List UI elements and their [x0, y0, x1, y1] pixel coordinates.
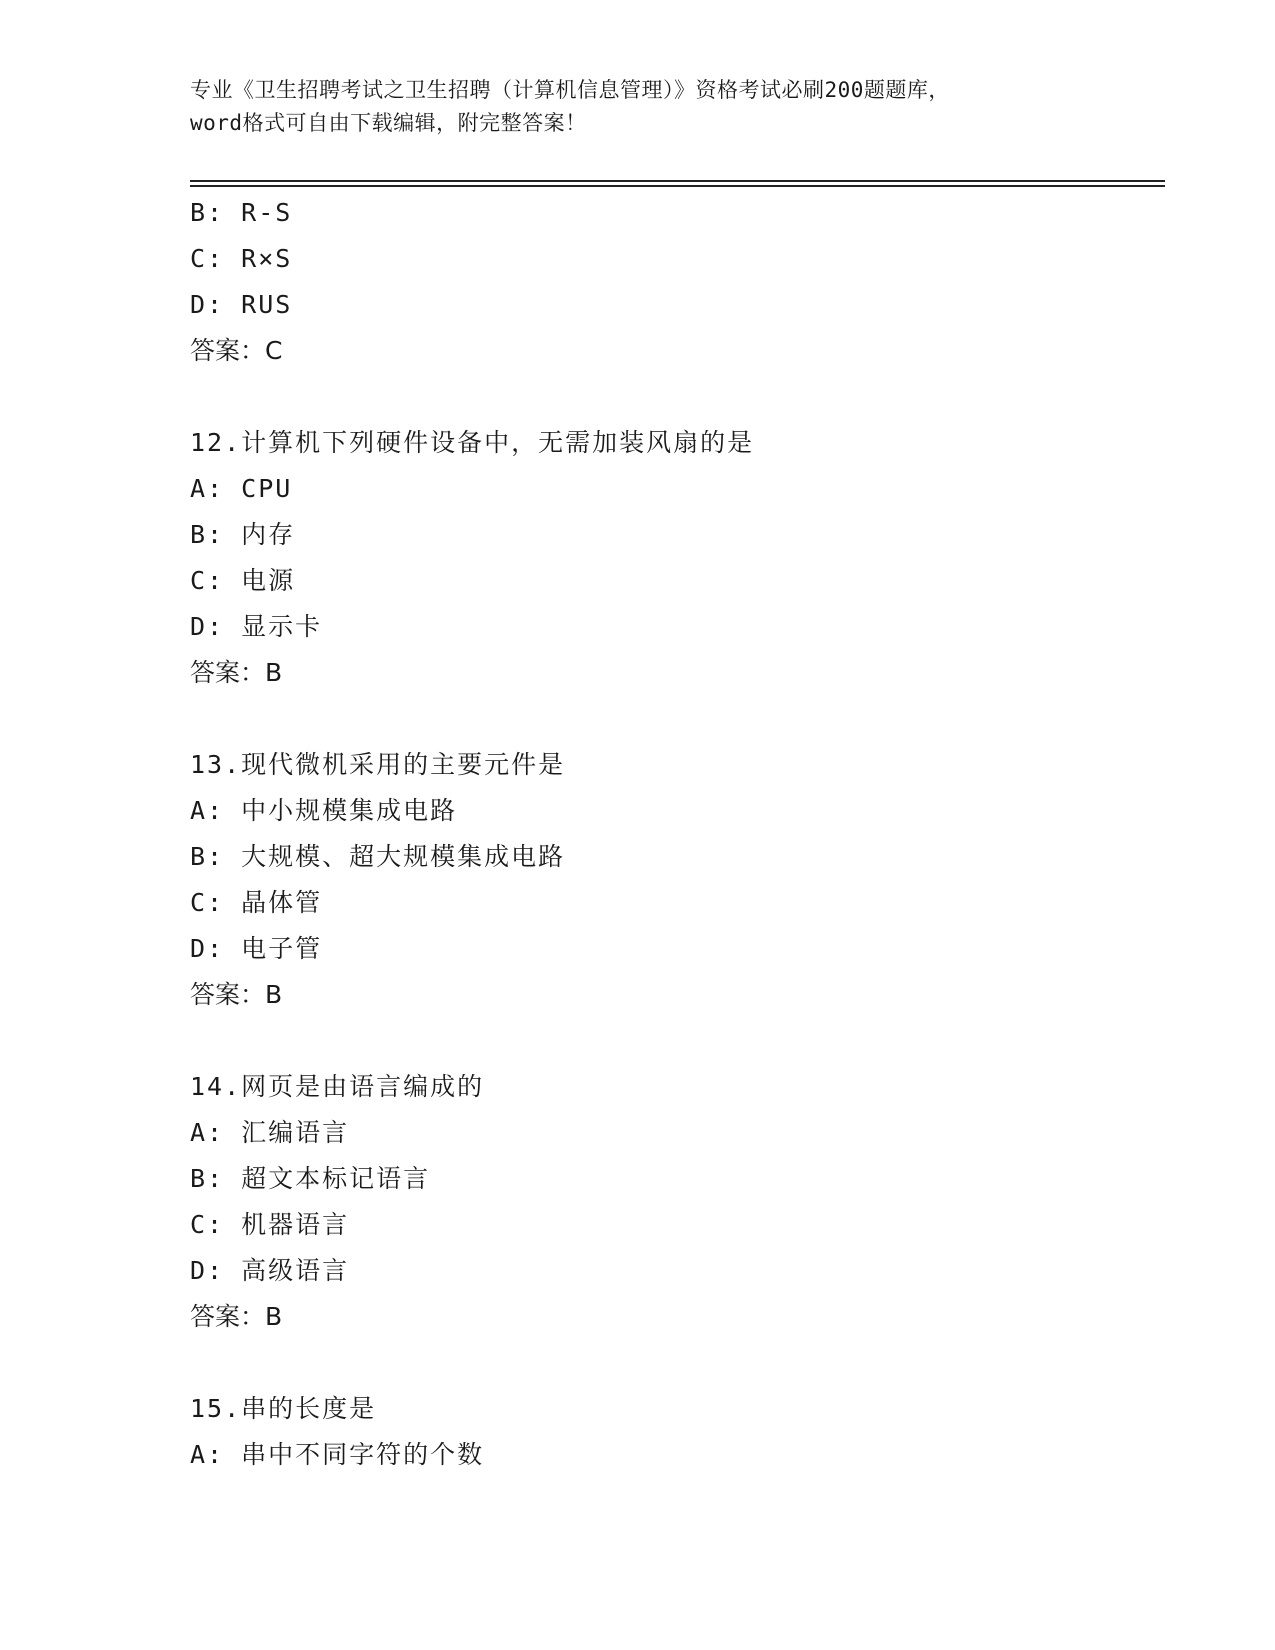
option-d: D: 电子管 [190, 934, 323, 963]
spacer [190, 374, 1165, 420]
option-c: C: 机器语言 [190, 1210, 350, 1239]
option-d: D: 显示卡 [190, 612, 323, 641]
question-stem: 15.串的长度是 [190, 1394, 377, 1423]
header-title-line-1: 专业《卫生招聘考试之卫生招聘（计算机信息管理）》资格考试必刷200题题库， [190, 78, 950, 102]
answer-line: 答案：C [190, 336, 283, 365]
question-12 [190, 420, 1165, 696]
question-15 [190, 1386, 1165, 1478]
spacer [190, 1018, 1165, 1064]
option-a: A: 汇编语言 [190, 1118, 350, 1147]
question-14 [190, 1064, 1165, 1340]
answer-line: 答案：B [190, 980, 283, 1009]
option-c: C: 晶体管 [190, 888, 323, 917]
answer-line: 答案：B [190, 1302, 283, 1331]
header-divider-top [190, 180, 1165, 182]
option-a: A: 中小规模集成电路 [190, 796, 458, 825]
option-c: C: R×S [190, 244, 293, 273]
question-stem: 12.计算机下列硬件设备中，无需加装风扇的是 [190, 428, 755, 457]
option-a: A: 串中不同字符的个数 [190, 1440, 485, 1469]
header-divider-bottom [190, 185, 1165, 187]
option-d: D: RUS [190, 290, 293, 319]
question-list [190, 190, 1165, 1478]
question-stem: 13.现代微机采用的主要元件是 [190, 750, 566, 779]
option-a: A: CPU [190, 474, 293, 503]
option-b: B: 大规模、超大规模集成电路 [190, 842, 566, 871]
header-title-line-2: word格式可自由下载编辑，附完整答案！ [190, 111, 587, 135]
question-stem: 14.网页是由语言编成的 [190, 1072, 485, 1101]
question-11-continued [190, 190, 1165, 374]
question-13 [190, 742, 1165, 1018]
spacer [190, 1340, 1165, 1386]
option-c: C: 电源 [190, 566, 296, 595]
option-d: D: 高级语言 [190, 1256, 350, 1285]
document-header [190, 74, 1090, 140]
option-b: B: 内存 [190, 520, 296, 549]
option-b: B: R-S [190, 198, 293, 227]
answer-line: 答案：B [190, 658, 283, 687]
option-b: B: 超文本标记语言 [190, 1164, 431, 1193]
spacer [190, 696, 1165, 742]
